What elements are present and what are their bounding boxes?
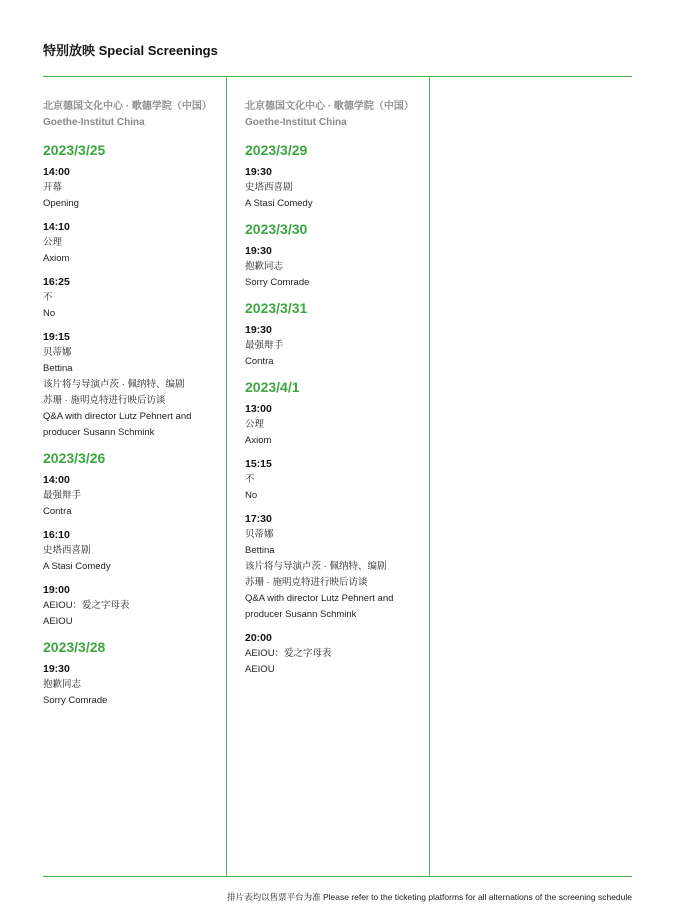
schedule-day bbox=[245, 378, 427, 678]
screening-item bbox=[245, 165, 427, 212]
schedule-disclaimer: 排片表均以售票平台为准 Please refer to the ticketing platforms for all alternations of the screening schedule bbox=[227, 892, 632, 902]
screening-text-line: Sorry Comrade bbox=[43, 695, 108, 706]
screening-item bbox=[43, 662, 225, 709]
screening-text-line: 苏珊 · 施明克特进行映后访谈 bbox=[43, 395, 166, 406]
screening-date: 2023/4/1 bbox=[245, 379, 300, 395]
screening-time: 19:15 bbox=[43, 331, 70, 343]
screening-item bbox=[43, 220, 225, 267]
screening-time: 14:00 bbox=[43, 474, 70, 486]
screening-text-line: Q&A with director Lutz Pehnert and bbox=[245, 593, 394, 604]
screening-time: 19:30 bbox=[245, 166, 272, 178]
venue-block bbox=[43, 99, 225, 131]
screening-text-line: 不 bbox=[245, 474, 255, 485]
top-divider bbox=[43, 76, 632, 77]
screening-text-line: Contra bbox=[245, 356, 274, 367]
screening-item bbox=[245, 402, 427, 449]
venue-name-en: Goethe-Institut China bbox=[43, 117, 145, 128]
screening-date: 2023/3/25 bbox=[43, 142, 106, 158]
screening-item bbox=[245, 323, 427, 370]
screening-text-line: 史塔西喜剧 bbox=[43, 545, 91, 556]
screening-item bbox=[245, 631, 427, 678]
screening-text-line: 开幕 bbox=[43, 182, 63, 193]
column-divider-2 bbox=[429, 76, 430, 876]
schedule-day bbox=[245, 141, 427, 212]
screening-time: 16:25 bbox=[43, 276, 70, 288]
screening-date: 2023/3/30 bbox=[245, 221, 308, 237]
schedule-day bbox=[245, 220, 427, 291]
screening-text-line: 苏珊 · 施明克特进行映后访谈 bbox=[245, 577, 368, 588]
screening-time: 20:00 bbox=[245, 632, 272, 644]
column-divider-1 bbox=[226, 76, 227, 876]
screening-text-line: 该片将与导演卢茨 · 佩纳特、编剧 bbox=[245, 561, 387, 572]
venue-block bbox=[245, 99, 427, 131]
schedule-column-2 bbox=[245, 99, 427, 686]
screening-text-line: No bbox=[245, 490, 258, 501]
screening-item bbox=[43, 330, 225, 441]
schedule-day bbox=[245, 299, 427, 370]
screening-item bbox=[245, 244, 427, 291]
screening-item bbox=[245, 457, 427, 504]
screening-time: 17:30 bbox=[245, 513, 272, 525]
screening-text-line: AEIOU bbox=[43, 616, 73, 627]
screening-text-line: Axiom bbox=[43, 253, 70, 264]
screening-item bbox=[43, 165, 225, 212]
screening-text-line: 公理 bbox=[245, 419, 265, 430]
screening-text-line: AEIOU bbox=[245, 664, 275, 675]
screening-text-line: AEIOU：爱之字母表 bbox=[43, 600, 130, 611]
screening-text-line: Bettina bbox=[245, 545, 275, 556]
venue-name-en: Goethe-Institut China bbox=[245, 117, 347, 128]
screening-time: 13:00 bbox=[245, 403, 272, 415]
screening-text-line: Opening bbox=[43, 198, 79, 209]
schedule-day bbox=[43, 141, 225, 441]
schedule-day bbox=[43, 638, 225, 709]
screening-text-line: 最强辩手 bbox=[245, 340, 284, 351]
screening-text-line: 史塔西喜剧 bbox=[245, 182, 293, 193]
screening-text-line: 贝蒂娜 bbox=[43, 347, 72, 358]
screening-text-line: 该片将与导演卢茨 · 佩纳特、编剧 bbox=[43, 379, 185, 390]
schedule-day bbox=[43, 449, 225, 630]
screening-time: 14:10 bbox=[43, 221, 70, 233]
screening-text-line: Q&A with director Lutz Pehnert and bbox=[43, 411, 192, 422]
screening-date: 2023/3/31 bbox=[245, 300, 308, 316]
screening-text-line: Sorry Comrade bbox=[245, 277, 310, 288]
screening-text-line: Contra bbox=[43, 506, 72, 517]
venue-name-zh: 北京德国文化中心 · 歌德学院（中国） bbox=[245, 101, 414, 112]
screening-text-line: A Stasi Comedy bbox=[43, 561, 111, 572]
screening-item bbox=[43, 583, 225, 630]
schedule-column-1 bbox=[43, 99, 225, 717]
screening-text-line: AEIOU：爱之字母表 bbox=[245, 648, 332, 659]
screening-time: 19:30 bbox=[245, 324, 272, 336]
screening-time: 19:30 bbox=[43, 663, 70, 675]
screening-text-line: 抱歉同志 bbox=[245, 261, 284, 272]
screening-time: 16:10 bbox=[43, 529, 70, 541]
screening-text-line: 不 bbox=[43, 292, 53, 303]
screening-text-line: 最强辩手 bbox=[43, 490, 82, 501]
screening-date: 2023/3/28 bbox=[43, 639, 106, 655]
screening-time: 14:00 bbox=[43, 166, 70, 178]
screening-item bbox=[43, 275, 225, 322]
screening-time: 19:30 bbox=[245, 245, 272, 257]
screening-text-line: Bettina bbox=[43, 363, 73, 374]
screening-text-line: 贝蒂娜 bbox=[245, 529, 274, 540]
screening-date: 2023/3/26 bbox=[43, 450, 106, 466]
screening-text-line: Axiom bbox=[245, 435, 272, 446]
screening-date: 2023/3/29 bbox=[245, 142, 308, 158]
screening-time: 15:15 bbox=[245, 458, 272, 470]
screening-text-line: producer Susann Schmink bbox=[43, 427, 155, 438]
bottom-divider bbox=[43, 876, 632, 877]
screening-time: 19:00 bbox=[43, 584, 70, 596]
screening-text-line: No bbox=[43, 308, 56, 319]
screening-item bbox=[43, 473, 225, 520]
venue-name-zh: 北京德国文化中心 · 歌德学院（中国） bbox=[43, 101, 212, 112]
screening-text-line: producer Susann Schmink bbox=[245, 609, 357, 620]
screening-text-line: A Stasi Comedy bbox=[245, 198, 313, 209]
screening-text-line: 抱歉同志 bbox=[43, 679, 82, 690]
page-title: 特别放映 Special Screenings bbox=[43, 43, 218, 58]
screening-item bbox=[245, 512, 427, 623]
screening-text-line: 公理 bbox=[43, 237, 63, 248]
screening-item bbox=[43, 528, 225, 575]
